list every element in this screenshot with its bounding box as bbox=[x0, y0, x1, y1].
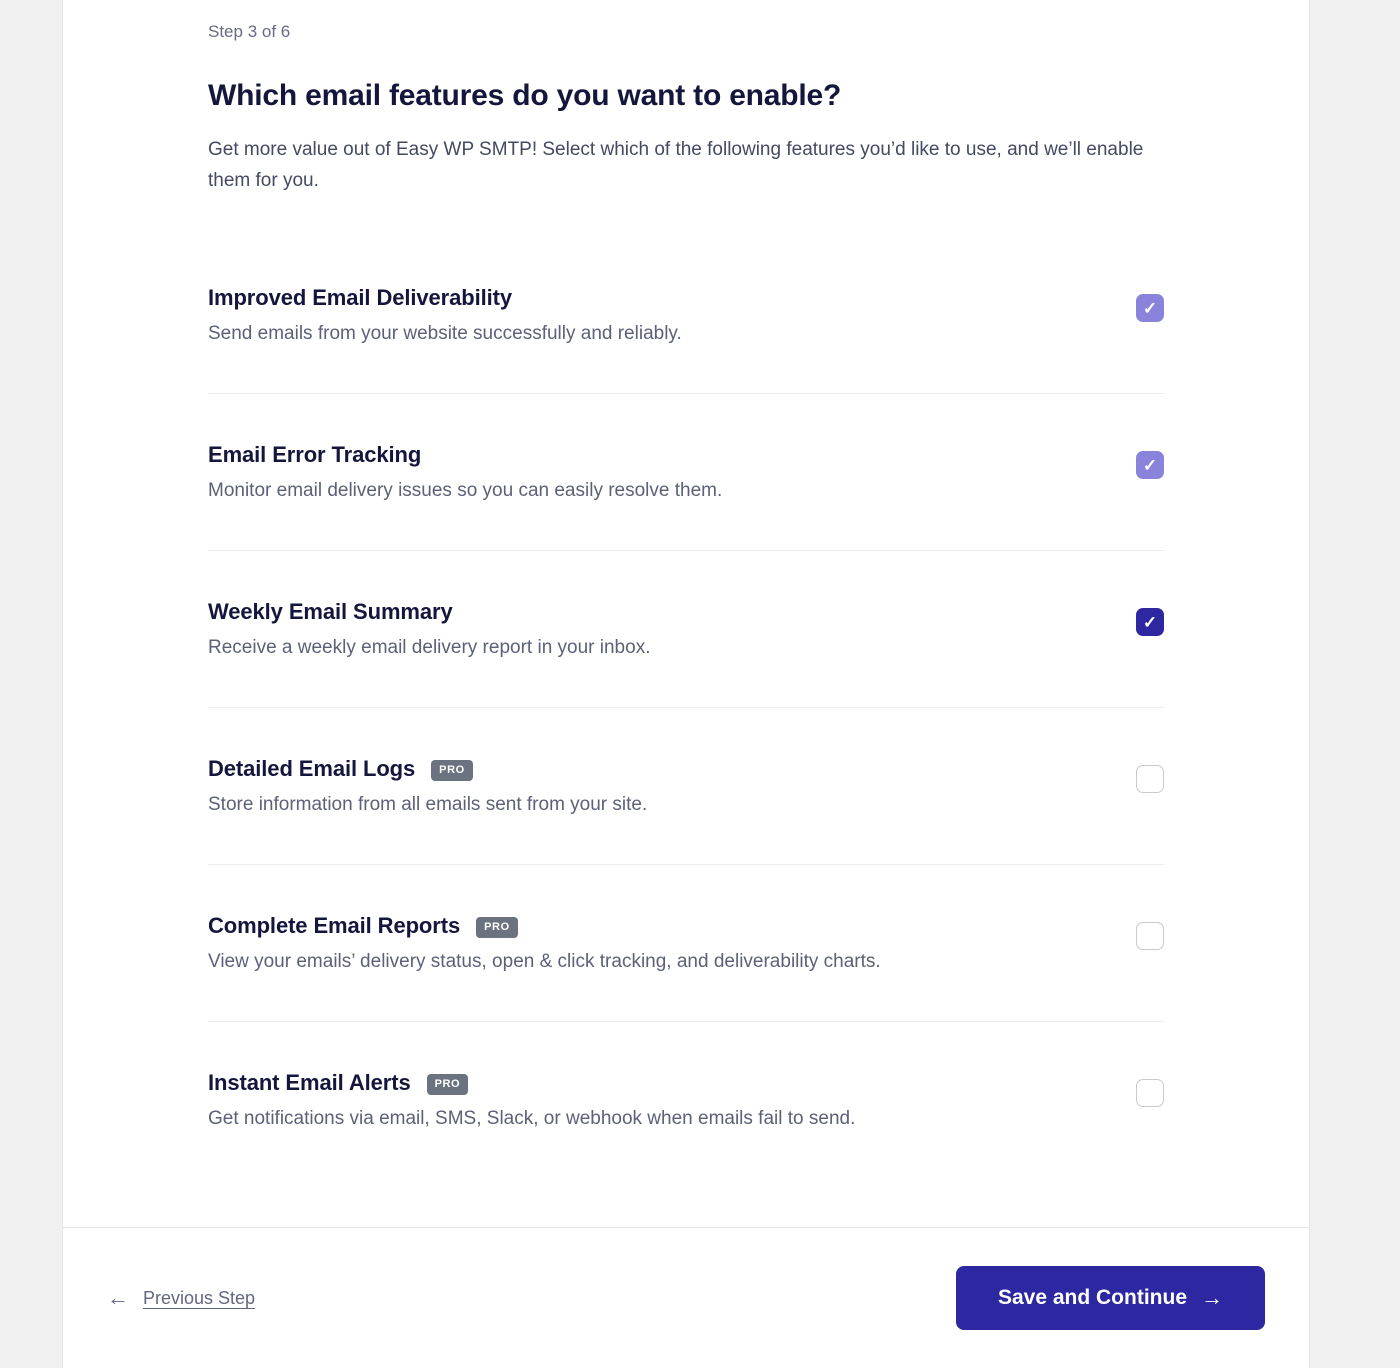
wizard-footer bbox=[63, 1228, 1309, 1368]
feature-row-detailed-email-logs bbox=[208, 708, 1164, 865]
feature-text bbox=[208, 755, 647, 817]
feature-title: Instant Email Alerts bbox=[208, 1070, 411, 1095]
checkmark-icon: ✓ bbox=[1142, 298, 1158, 318]
feature-title: Complete Email Reports bbox=[208, 913, 461, 938]
feature-checkbox[interactable] bbox=[1136, 922, 1164, 950]
pro-badge: PRO bbox=[431, 760, 473, 781]
save-and-continue-label: Save and Continue bbox=[997, 1286, 1187, 1309]
checkmark-icon: ✓ bbox=[1142, 612, 1158, 632]
feature-row-weekly-email-summary bbox=[208, 551, 1164, 708]
feature-text bbox=[208, 1069, 855, 1131]
pro-badge: PRO bbox=[476, 917, 518, 938]
checkmark-icon: ✓ bbox=[1142, 455, 1158, 475]
feature-row-improved-email-deliverability bbox=[208, 284, 1164, 394]
feature-row-instant-email-alerts bbox=[208, 1022, 1164, 1178]
feature-row-complete-email-reports bbox=[208, 865, 1164, 1022]
feature-checkbox[interactable] bbox=[1136, 294, 1164, 322]
feature-text bbox=[208, 441, 722, 503]
feature-description: Receive a weekly email delivery report in your inbox. bbox=[208, 637, 651, 658]
feature-list bbox=[208, 284, 1164, 1178]
feature-checkbox[interactable] bbox=[1136, 451, 1164, 479]
feature-description: Store information from all emails sent from your site. bbox=[208, 794, 648, 815]
page-title: Which email features do you want to enable? bbox=[208, 79, 842, 112]
previous-step-label: Previous Step bbox=[143, 1287, 256, 1308]
page-description: Get more value out of Easy WP SMTP! Select which of the following features you’d like to use, and we’ll enable them for you. bbox=[208, 139, 1144, 191]
pro-badge: PRO bbox=[427, 1074, 469, 1095]
feature-checkbox[interactable] bbox=[1136, 1079, 1164, 1107]
previous-step-link[interactable] bbox=[107, 1287, 255, 1309]
feature-text bbox=[208, 912, 881, 974]
save-and-continue-button[interactable] bbox=[956, 1266, 1265, 1330]
feature-title: Weekly Email Summary bbox=[208, 599, 453, 624]
feature-checkbox[interactable] bbox=[1136, 765, 1164, 793]
feature-title: Improved Email Deliverability bbox=[208, 285, 512, 310]
feature-checkbox[interactable] bbox=[1136, 608, 1164, 636]
feature-title: Email Error Tracking bbox=[208, 442, 422, 467]
feature-text bbox=[208, 284, 682, 346]
wizard-step-content bbox=[63, 0, 1309, 1228]
feature-description: Send emails from your website successfully and reliably. bbox=[208, 323, 682, 344]
wizard-card bbox=[62, 0, 1310, 1368]
feature-description: Get notifications via email, SMS, Slack, or webhook when emails fail to send. bbox=[208, 1108, 856, 1129]
feature-text bbox=[208, 598, 650, 660]
feature-description: Monitor email delivery issues so you can easily resolve them. bbox=[208, 480, 723, 501]
feature-row-email-error-tracking bbox=[208, 394, 1164, 551]
left-arrow-icon: ← bbox=[107, 1285, 129, 1310]
feature-title: Detailed Email Logs bbox=[208, 756, 416, 781]
right-arrow-icon: → bbox=[1201, 1285, 1223, 1310]
feature-description: View your emails’ delivery status, open & click tracking, and deliverability charts. bbox=[208, 951, 881, 972]
step-indicator: Step 3 of 6 bbox=[208, 22, 291, 41]
